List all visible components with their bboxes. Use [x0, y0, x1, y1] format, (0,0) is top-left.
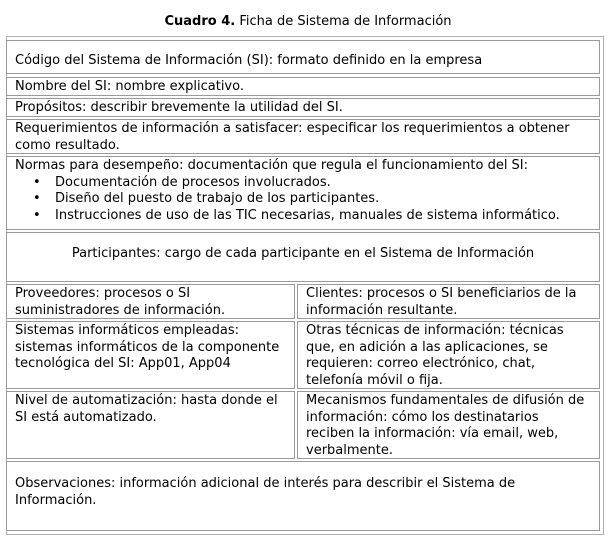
nombre-text: Nombre del SI: nombre explicativo. — [15, 79, 244, 94]
otras-tecnicas-text: Otras técnicas de información: técnicas que, en adición a las aplicaciones, se requieren: correo electrónico, chat, telefonía móvil o fija. — [306, 323, 564, 388]
observaciones-text: Observaciones: información adicional de interés para describir el Sistema de Información. — [15, 476, 516, 508]
normas-list — [7, 175, 599, 225]
caption-label: Cuadro 4. — [164, 14, 236, 29]
requerimientos-text: Requerimientos de información a satisfacer: especificar los requerimientos a obtener como resultado. — [15, 121, 570, 153]
nivel-cell — [6, 391, 295, 459]
codigo-text: Código del Sistema de Información (SI): formato definido en la empresa — [15, 53, 483, 68]
sistemas-cell — [6, 321, 295, 389]
proveedores-text: Proveedores: procesos o SI suministradores de información. — [15, 286, 226, 318]
clientes-text: Clientes: procesos o SI beneficiarios de la información resultante. — [306, 286, 577, 318]
mecanismos-text: Mecanismos fundamentales de difusión de información: cómo los destinatarios reciben la información: vía email, web, verbalmente. — [306, 393, 585, 458]
clientes-cell — [297, 284, 600, 319]
participantes-text: Participantes: cargo de cada participante en el Sistema de Información — [71, 246, 535, 261]
requerimientos-row — [6, 119, 600, 154]
caption-title: Ficha de Sistema de Información — [239, 14, 452, 29]
participantes-row — [6, 232, 600, 282]
normas-intro: Normas para desempeño: documentación que regula el funcionamiento del SI: — [15, 158, 529, 173]
list-item: • Documentación de procesos involucrados. — [55, 175, 599, 192]
proveedores-cell — [6, 284, 295, 319]
observaciones-row — [6, 461, 600, 531]
normas-row — [6, 156, 600, 230]
mecanismos-cell — [297, 391, 600, 459]
otras-tecnicas-cell — [297, 321, 600, 389]
nombre-row — [6, 77, 600, 96]
propositos-text: Propósitos: describir brevemente la utilidad del SI. — [15, 100, 343, 115]
nivel-text: Nivel de automatización: hasta donde el SI está automatizado. — [15, 393, 278, 425]
propositos-row — [6, 98, 600, 117]
list-item: • Diseño del puesto de trabajo de los participantes. — [55, 191, 599, 208]
list-item: • Instrucciones de uso de las TIC necesarias, manuales de sistema informático. — [55, 208, 599, 225]
codigo-row — [6, 40, 600, 74]
sistemas-text: Sistemas informáticos empleadas: sistemas informáticos de la componente tecnológica del SI: App01, App04 — [15, 323, 280, 371]
table-caption — [0, 13, 616, 31]
